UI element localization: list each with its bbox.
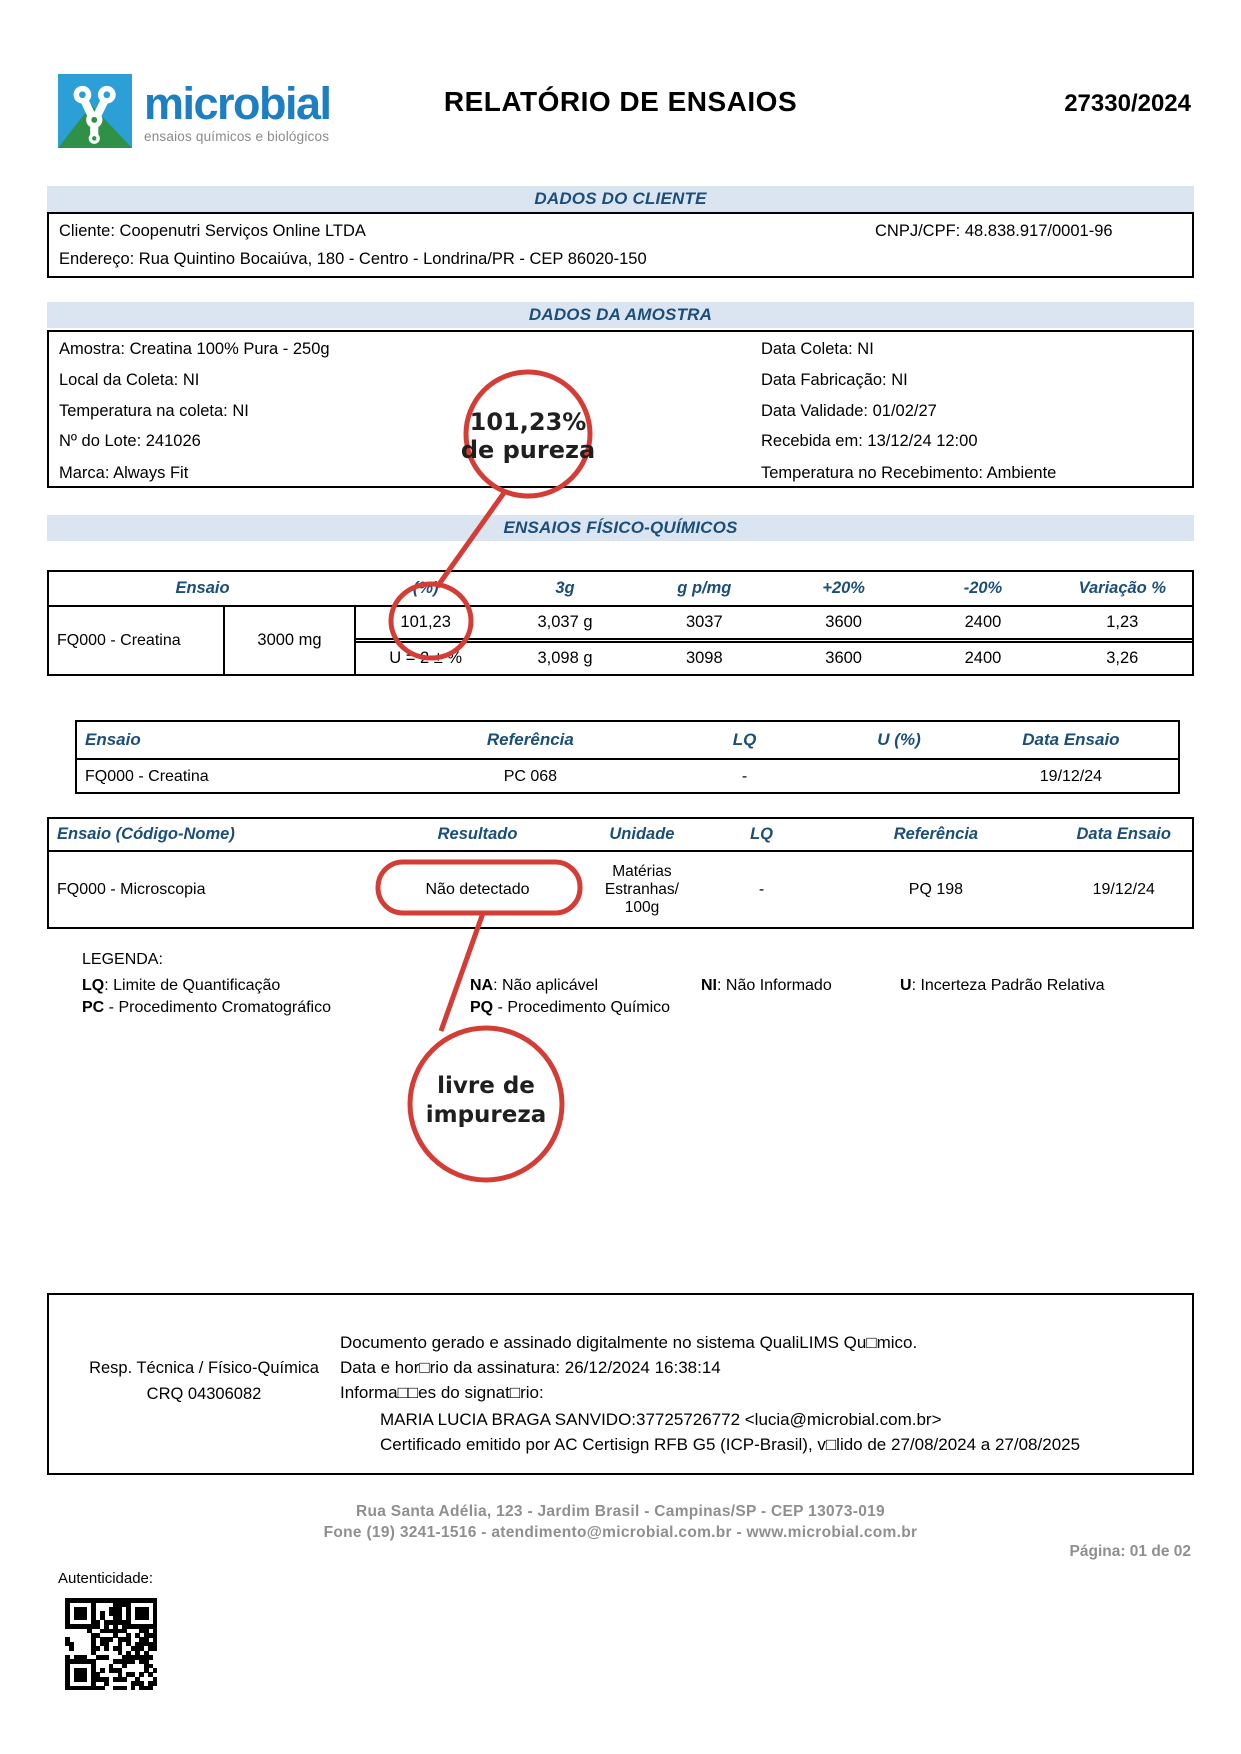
ensaio-cell: FQ000 - Creatina	[49, 607, 225, 674]
signature-info-line: Informa□□es do signat□rio:	[340, 1383, 544, 1402]
cell-percent: U = 2 ± %	[389, 649, 463, 667]
logo-wordmark: microbial	[144, 78, 331, 130]
client-section-banner: DADOS DO CLIENTE	[47, 186, 1194, 212]
cell-3g: 3,037 g	[537, 613, 593, 631]
col-variacao: Variação %	[1078, 579, 1167, 597]
legend-na: NA: Não aplicável	[470, 977, 599, 994]
col-3g: 3g	[555, 579, 575, 597]
col-unidade: Unidade	[609, 825, 675, 843]
cell-lq: -	[741, 767, 748, 785]
col-u: U (%)	[877, 730, 921, 749]
col-lq: LQ	[750, 825, 773, 843]
cell-variacao: 1,23	[1106, 613, 1139, 631]
col-resultado: Resultado	[437, 825, 518, 843]
cell-variacao: 3,26	[1106, 649, 1139, 667]
cell-lq: -	[758, 881, 765, 898]
sample-amostra: Amostra: Creatina 100% Pura - 250g	[59, 340, 330, 358]
responsible-technician: Resp. Técnica / Físico-Química CRQ 04306082	[89, 1359, 319, 1403]
cell-unidade: Matérias Estranhas/ 100g	[604, 863, 679, 916]
col-minus20: -20%	[963, 579, 1003, 597]
sample-data-coleta: Data Coleta: NI	[761, 340, 874, 358]
microscopy-table-header	[49, 819, 1192, 852]
col-gpmg: g p/mg	[677, 579, 732, 597]
footer-address: Rua Santa Adélia, 123 - Jardim Brasil - Campinas/SP - CEP 13073-019	[356, 1503, 885, 1520]
table-row	[49, 852, 1192, 928]
col-percent: (%)	[412, 579, 439, 597]
signature-datetime-line: Data e hor□rio da assinatura: 26/12/2024 16:38:14	[340, 1358, 721, 1377]
signature-box	[47, 1293, 1194, 1475]
table-row	[356, 607, 1192, 643]
logo-tagline: ensaios químicos e biológicos	[144, 128, 330, 144]
cell-plus20: 3600	[825, 649, 862, 667]
page-indicator: Página: 01 de 02	[1069, 1543, 1191, 1560]
reference-table	[75, 720, 1180, 794]
physchem-section-banner: ENSAIOS FÍSICO-QUÍMICOS	[47, 515, 1194, 541]
sample-temp-coleta: Temperatura na coleta: NI	[59, 402, 249, 420]
cell-ensaio: FQ000 - Creatina	[85, 767, 209, 785]
cell-percent: 101,23	[400, 613, 451, 631]
sample-lote: Nº do Lote: 241026	[59, 432, 201, 450]
client-address: Endereço: Rua Quintino Bocaiúva, 180 - Centro - Londrina/PR - CEP 86020-150	[59, 250, 647, 268]
qr-code	[65, 1598, 157, 1690]
reference-table-header	[77, 722, 1178, 760]
sample-local: Local da Coleta: NI	[59, 371, 200, 389]
col-plus20: +20%	[822, 579, 865, 597]
signature-system-line: Documento gerado e assinado digitalmente no sistema QualiLIMS Qu□mico.	[340, 1333, 918, 1352]
legend-ni: NI: Não Informado	[701, 977, 832, 994]
col-ensaio: Ensaio	[85, 730, 141, 749]
microscopy-table	[47, 817, 1194, 929]
sample-section-banner: DADOS DA AMOSTRA	[47, 302, 1194, 328]
sample-recebida: Recebida em: 13/12/24 12:00	[761, 432, 978, 450]
footer-contact: Fone (19) 3241-1516 - atendimento@microbial.com.br - www.microbial.com.br	[323, 1524, 918, 1541]
certificate-line: Certificado emitido por AC Certisign RFB G5 (ICP-Brasil), v□lido de 27/08/2024 a 27/08/2025	[380, 1435, 1081, 1454]
sample-temp-recebimento: Temperatura no Recebimento: Ambiente	[761, 464, 1057, 482]
authenticity-label: Autenticidade:	[58, 1570, 154, 1587]
cell-minus20: 2400	[964, 649, 1002, 667]
cell-gpmg: 3037	[685, 613, 723, 631]
physchem-table	[47, 570, 1194, 676]
sample-data-fabricacao: Data Fabricação: NI	[761, 371, 908, 389]
dose-cell: 3000 mg	[225, 607, 356, 674]
page-title: RELATÓRIO DE ENSAIOS	[443, 86, 798, 117]
cell-gpmg: 3098	[685, 649, 723, 667]
purity-annotation-text: 101,23% de pureza	[460, 408, 596, 464]
legend-pq: PQ - Procedimento Químico	[470, 999, 671, 1016]
col-referencia: Referência	[893, 825, 979, 843]
client-box	[47, 212, 1194, 278]
legend-lq: LQ: Limite de Quantificação	[82, 977, 281, 994]
legend-pc: PC - Procedimento Cromatográfico	[82, 999, 331, 1016]
col-data-ensaio: Data Ensaio	[1076, 825, 1171, 843]
col-lq: LQ	[732, 730, 757, 749]
physchem-table-header	[49, 572, 1192, 607]
client-name: Cliente: Coopenutri Serviços Online LTDA	[59, 222, 366, 240]
impurity-annotation-text: livre de impureza	[425, 1073, 547, 1128]
col-ensaio-codigo: Ensaio (Código-Nome)	[57, 825, 235, 843]
cell-minus20: 2400	[964, 613, 1002, 631]
col-data-ensaio: Data Ensaio	[1022, 730, 1120, 749]
physchem-table-body	[49, 607, 1192, 674]
legend-title: LEGENDA:	[82, 951, 163, 968]
cell-ensaio: FQ000 - Microscopia	[57, 881, 206, 898]
sample-marca: Marca: Always Fit	[59, 464, 189, 482]
sample-data-validade: Data Validade: 01/02/27	[761, 402, 937, 420]
cell-resultado: Não detectado	[425, 881, 530, 898]
col-referencia: Referência	[486, 730, 574, 749]
client-cnpj: CNPJ/CPF: 48.838.917/0001-96	[875, 222, 1113, 240]
table-row	[356, 643, 1192, 674]
sample-box	[47, 330, 1194, 488]
cell-data-ensaio: 19/12/24	[1039, 767, 1103, 785]
cell-data-ensaio: 19/12/24	[1092, 881, 1155, 898]
table-row	[77, 760, 1178, 793]
cell-plus20: 3600	[825, 613, 862, 631]
col-ensaio: Ensaio	[175, 579, 230, 597]
legend-u: U: Incerteza Padrão Relativa	[900, 977, 1105, 994]
cell-3g: 3,098 g	[537, 649, 593, 667]
cell-referencia: PQ 198	[908, 881, 964, 898]
cell-referencia: PC 068	[503, 767, 558, 785]
report-number: 27330/2024	[1064, 90, 1191, 117]
signatory-name: MARIA LUCIA BRAGA SANVIDO:37725726772 <lucia@microbial.com.br>	[380, 1410, 942, 1429]
